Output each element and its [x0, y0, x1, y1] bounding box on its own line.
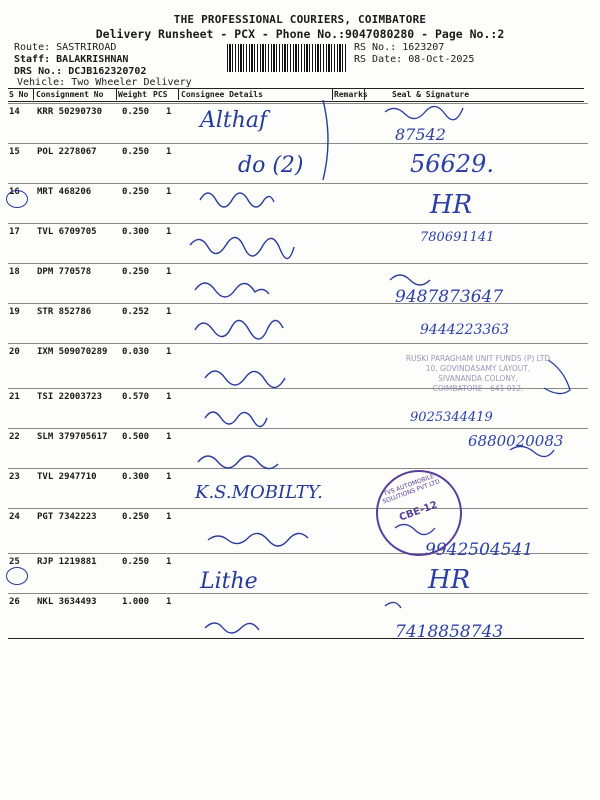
cell-pcs: 1	[166, 267, 172, 277]
cell-consignment: POL 2278067	[37, 147, 97, 157]
cell-pcs: 1	[166, 472, 172, 482]
cell-weight: 0.500	[122, 432, 150, 442]
col-consignee: Consignee Details	[181, 90, 263, 99]
signature-number: 9444223363	[420, 322, 510, 338]
signature-number: 9487873647	[395, 287, 504, 307]
cell-consignment: KRR 50290730	[37, 107, 103, 117]
sno-circle-mark	[6, 567, 28, 585]
cell-pcs: 1	[166, 512, 172, 522]
cell-sno: 26	[9, 597, 20, 607]
cell-weight: 0.300	[122, 472, 150, 482]
runsheet-subtitle: Delivery Runsheet - PCX - Phone No.:9047080280 - Page No.:2	[95, 27, 505, 41]
staff-label: Staff:	[14, 54, 51, 65]
signature-number: 56629.	[410, 150, 494, 178]
cell-weight: 0.030	[122, 347, 150, 357]
consignee-handwriting: Althaf	[200, 108, 268, 133]
company-stamp	[378, 354, 578, 402]
cell-sno: 17	[9, 227, 20, 237]
col-consignment: Consignment No	[36, 90, 104, 99]
cell-sno: 16	[9, 187, 20, 197]
col-pcs: PCS	[153, 90, 168, 99]
cell-pcs: 1	[166, 227, 172, 237]
cell-sno: 23	[9, 472, 20, 482]
rs-no-value: 1623207	[402, 42, 445, 53]
cell-weight: 0.250	[122, 107, 150, 117]
route-value: SASTRIROAD	[56, 42, 117, 53]
cell-sno: 25	[9, 557, 20, 567]
signature-number: 9025344419	[410, 410, 493, 425]
cell-pcs: 1	[166, 187, 172, 197]
cell-pcs: 1	[166, 432, 172, 442]
cell-consignment: TVL 6709705	[37, 227, 97, 237]
stamp-line: RUSKI PARAGHAM UNIT FUNDS (P) LTD	[405, 354, 551, 363]
cell-weight: 0.250	[122, 267, 150, 277]
cell-weight: 0.250	[122, 512, 150, 522]
signature-number: 9942504541	[425, 540, 534, 560]
drs-label: DRS No.:	[14, 66, 63, 77]
vehicle-label: Vehicle:	[17, 77, 66, 88]
cell-sno: 24	[9, 512, 20, 522]
rs-date-value: 08-Oct-2025	[408, 54, 475, 65]
rs-date-label: RS Date:	[354, 54, 403, 65]
cell-sno: 22	[9, 432, 20, 442]
stamp-line: SIVANANDA COLONY,	[438, 374, 518, 383]
cell-sno: 21	[9, 392, 20, 402]
rs-no-label: RS No.:	[354, 42, 397, 53]
cell-sno: 15	[9, 147, 20, 157]
cell-pcs: 1	[166, 597, 172, 607]
signature-number: 87542	[395, 125, 446, 144]
cell-consignment: STR 852786	[37, 307, 92, 317]
seal-center-text: CBE-12	[397, 499, 440, 524]
cell-weight: 0.250	[122, 557, 150, 567]
consignee-handwriting: do (2)	[238, 153, 304, 178]
cell-consignment: TSI 22003723	[37, 392, 103, 402]
cell-consignment: SLM 379705617	[37, 432, 108, 442]
consignee-handwriting: K.S.MOBILTY.	[195, 482, 323, 503]
stamp-line: COIMBATORE - 641 012.	[432, 384, 524, 393]
cell-consignment: IXM 509070289	[37, 347, 108, 357]
signature-number: 780691141	[420, 230, 495, 245]
cell-pcs: 1	[166, 107, 172, 117]
cell-sno: 18	[9, 267, 20, 277]
cell-weight: 0.252	[122, 307, 150, 317]
stamp-line: 10, GOVINDASAMY LAYOUT,	[425, 364, 531, 373]
cell-pcs: 1	[166, 347, 172, 357]
vehicle-value: Two Wheeler Delivery	[71, 77, 192, 88]
drs-value: DCJB162320702	[68, 66, 147, 77]
sno-circle-mark	[6, 190, 28, 208]
signature-hr: HR	[428, 565, 471, 595]
cell-consignment: DPM 770578	[37, 267, 92, 277]
cell-pcs: 1	[166, 392, 172, 402]
cell-consignment: TVL 2947710	[37, 472, 97, 482]
signature-number: 7418858743	[395, 622, 504, 642]
cell-sno: 14	[9, 107, 20, 117]
cell-pcs: 1	[166, 147, 172, 157]
col-remarks: Remarks	[334, 90, 368, 99]
cell-consignment: RJP 1219881	[37, 557, 97, 567]
signature-hr: HR	[430, 190, 473, 220]
cell-sno: 19	[9, 307, 20, 317]
cell-sno: 20	[9, 347, 20, 357]
company-title: THE PROFESSIONAL COURIERS, COIMBATORE	[173, 13, 427, 26]
cell-weight: 0.250	[122, 147, 150, 157]
col-sno: S No	[9, 90, 29, 99]
signature-number: 6880020083	[468, 432, 564, 450]
cell-weight: 1.000	[122, 597, 150, 607]
cell-consignment: MRT 468206	[37, 187, 92, 197]
consignee-handwriting: Lithe	[200, 569, 258, 594]
cell-consignment: PGT 7342223	[37, 512, 97, 522]
seal-top-text: TVS AUTOMOBILE SOLUTIONS PVT LTD	[381, 472, 441, 506]
cell-consignment: NKL 3634493	[37, 597, 97, 607]
cell-weight: 0.570	[122, 392, 150, 402]
route-label: Route:	[14, 42, 51, 53]
col-seal: Seal & Signature	[392, 90, 470, 99]
cell-pcs: 1	[166, 557, 172, 567]
staff-value: BALAKRISHNAN	[56, 54, 129, 65]
cell-weight: 0.300	[122, 227, 150, 237]
cell-weight: 0.250	[122, 187, 150, 197]
cell-pcs: 1	[166, 307, 172, 317]
col-weight: Weight	[118, 90, 147, 99]
